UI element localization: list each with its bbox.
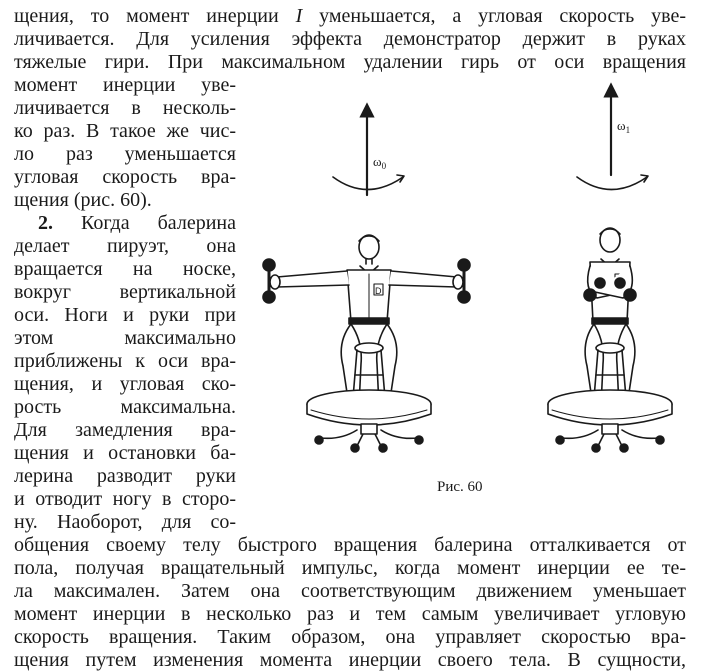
rotation-arc-right-icon (577, 177, 647, 190)
variable-i: I (295, 5, 303, 27)
omega1-label: $\omega_1$ (617, 118, 631, 135)
dumbbell-left-icon (263, 259, 280, 303)
text-line-11: делает пируэт, она (14, 235, 236, 257)
item-number: 2. (38, 212, 53, 234)
text-line-25: пола, получая вращательный импульс, когда момент инерции ее те- (14, 557, 686, 579)
text-line-17: щения, и угловая ско- (14, 373, 236, 395)
text-line-26: ла максимален. Затем она соответствующим движением уменьшает (14, 580, 686, 602)
text-line-14: оси. Ноги и руки при (14, 304, 236, 326)
text-line-13: вокруг вертикальной (14, 281, 236, 303)
figure-caption: Рис. 60 (437, 479, 483, 495)
text-line-20: щения и остановки ба- (14, 442, 236, 464)
figure-60 (245, 80, 685, 470)
omega0-label: $\omega_0$ (373, 154, 387, 171)
text-line-23: ну. Наоборот, для со- (14, 511, 236, 533)
text-line-28: скорость вращения. Таким образом, она управляет скоростью вра- (14, 626, 686, 648)
text-line-19: Для замедления вра- (14, 419, 236, 441)
text-line-4: момент инерции уве- (14, 74, 236, 96)
text-line-3: тяжелые гири. При максимальном удалении гирь от оси вращения (14, 51, 686, 73)
left-demonstrator (263, 110, 470, 452)
text-line-8: угловая скорость вра- (14, 166, 236, 188)
text-line-6: ко раз. В такое же чис- (14, 120, 236, 142)
text-line-18: рость максимальна. (14, 396, 236, 418)
pocket-badge: D (375, 286, 382, 296)
text-line-22: и отводит ногу в сторо- (14, 488, 236, 510)
text-line-12: вращается на носке, (14, 258, 236, 280)
dumbbell-right-icon (453, 259, 470, 303)
text-line-29: щения путем изменения момента инерции своего тела. В сущности, (14, 649, 686, 671)
text-line-21: лерина разводит руки (14, 465, 236, 487)
right-demonstrator (548, 90, 672, 452)
text-line-5: личивается в несколь- (14, 97, 236, 119)
text-line-1: щения, то момент инерции I уменьшается, а угловая скорость уве- (14, 5, 686, 27)
text-line-10: 2. Когда балерина (14, 212, 236, 235)
text-line-16: приближены к оси вра- (14, 350, 236, 372)
text-line-7: ло раз уменьшается (14, 143, 236, 165)
text-line-9: щения (рис. 60). (14, 189, 152, 211)
text-line-15: этом максимально (14, 327, 236, 349)
text-line-2: личивается. Для усиления эффекта демонстратор держит в руках (14, 28, 686, 50)
text-line-27: момент инерции в несколько раз и тем самым увеличивает угловую (14, 603, 686, 625)
text-line-24: общения своему телу быстрого вращения балерина отталкивается от (14, 534, 686, 556)
